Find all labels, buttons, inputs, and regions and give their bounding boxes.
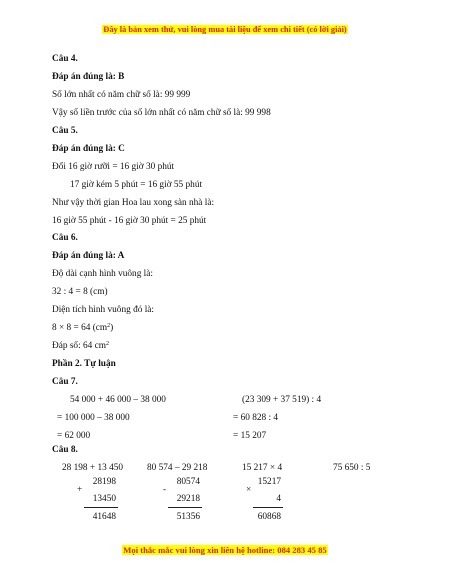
q6-line2: 32 : 4 = 8 (cm) — [52, 287, 108, 297]
q8-expr-sub: 80 574 – 29 218 — [147, 463, 208, 473]
q8-title: Câu 8. — [52, 445, 78, 455]
q5-line1: Đổi 16 giờ rưỡi = 16 giờ 30 phút — [52, 162, 175, 172]
times-sign: × — [246, 485, 252, 495]
q5-line4: 16 giờ 55 phút - 16 giờ 30 phút = 25 phút — [52, 216, 207, 226]
add-operand-a: 28198 — [92, 477, 116, 487]
q4-answer: Đáp án đúng là: B — [52, 72, 125, 82]
mul-operand-a: 15217 — [257, 477, 281, 487]
q6-line3: Diện tích hình vuông đó là: — [52, 305, 154, 315]
add-operand-b: 13450 — [92, 494, 116, 504]
sub-result: 51356 — [176, 512, 200, 522]
plus-sign: + — [77, 485, 83, 495]
q6-answer: Đáp án đúng là: A — [52, 251, 125, 261]
q5-title: Câu 5. — [52, 126, 78, 136]
q5-line3: Như vậy thời gian Hoa lau xong sàn nhà là: — [52, 198, 215, 208]
q4-line2: Vậy số liền trước của số lớn nhất có năm chữ số là: 99 998 — [52, 108, 271, 118]
q8-expr-mul: 15 217 × 4 — [242, 463, 283, 473]
mul-operand-b: 4 — [276, 494, 281, 504]
add-result: 41648 — [92, 512, 116, 522]
q6-title: Câu 6. — [52, 233, 78, 243]
q7-right-line1: (23 309 + 37 519) : 4 — [242, 395, 322, 405]
minus-sign: - — [163, 485, 167, 495]
q5-line2: 17 giờ kém 5 phút = 16 giờ 55 phút — [70, 180, 203, 190]
preview-banner: Đây là bản xem thử, vui lòng mua tài liệu để xem chi tiết (có lời giải) — [103, 25, 347, 34]
q6-line4: 8 × 8 = 64 $(cm^2)$ — [52, 323, 114, 333]
q7-left-line1: 54 000 + 46 000 – 38 000 — [70, 395, 166, 405]
add-rule — [84, 507, 118, 508]
q4-line1: Số lớn nhất có năm chữ số là: 99 999 — [52, 90, 191, 100]
q7-right-line3: = 15 207 — [233, 431, 267, 441]
q8-expr-add: 28 198 + 13 450 — [62, 463, 124, 473]
q6-line5: Đáp số: 64 $cm^2$ — [52, 341, 109, 351]
sub-operand-a: 80574 — [176, 477, 200, 487]
q7-title: Câu 7. — [52, 377, 78, 387]
sub-rule — [168, 507, 202, 508]
mul-rule — [253, 507, 283, 508]
q8-expr-div: 75 650 : 5 — [333, 463, 371, 473]
q6-line1: Độ dài cạnh hình vuông là: — [52, 269, 153, 279]
mul-result: 60868 — [257, 512, 281, 522]
q7-left-line2: = 100 000 – 38 000 — [57, 413, 130, 423]
sub-operand-b: 29218 — [176, 494, 200, 504]
q4-title: Câu 4. — [52, 54, 78, 64]
q7-right-line2: = 60 828 : 4 — [233, 413, 279, 423]
part2-title: Phần 2. Tự luận — [52, 359, 116, 369]
q7-left-line3: = 62 000 — [57, 431, 91, 441]
hotline-footer: Mọi thắc mắc vui lòng xin liên hệ hotline: 084 283 45 85 — [123, 545, 327, 555]
q5-answer: Đáp án đúng là: C — [52, 144, 125, 154]
